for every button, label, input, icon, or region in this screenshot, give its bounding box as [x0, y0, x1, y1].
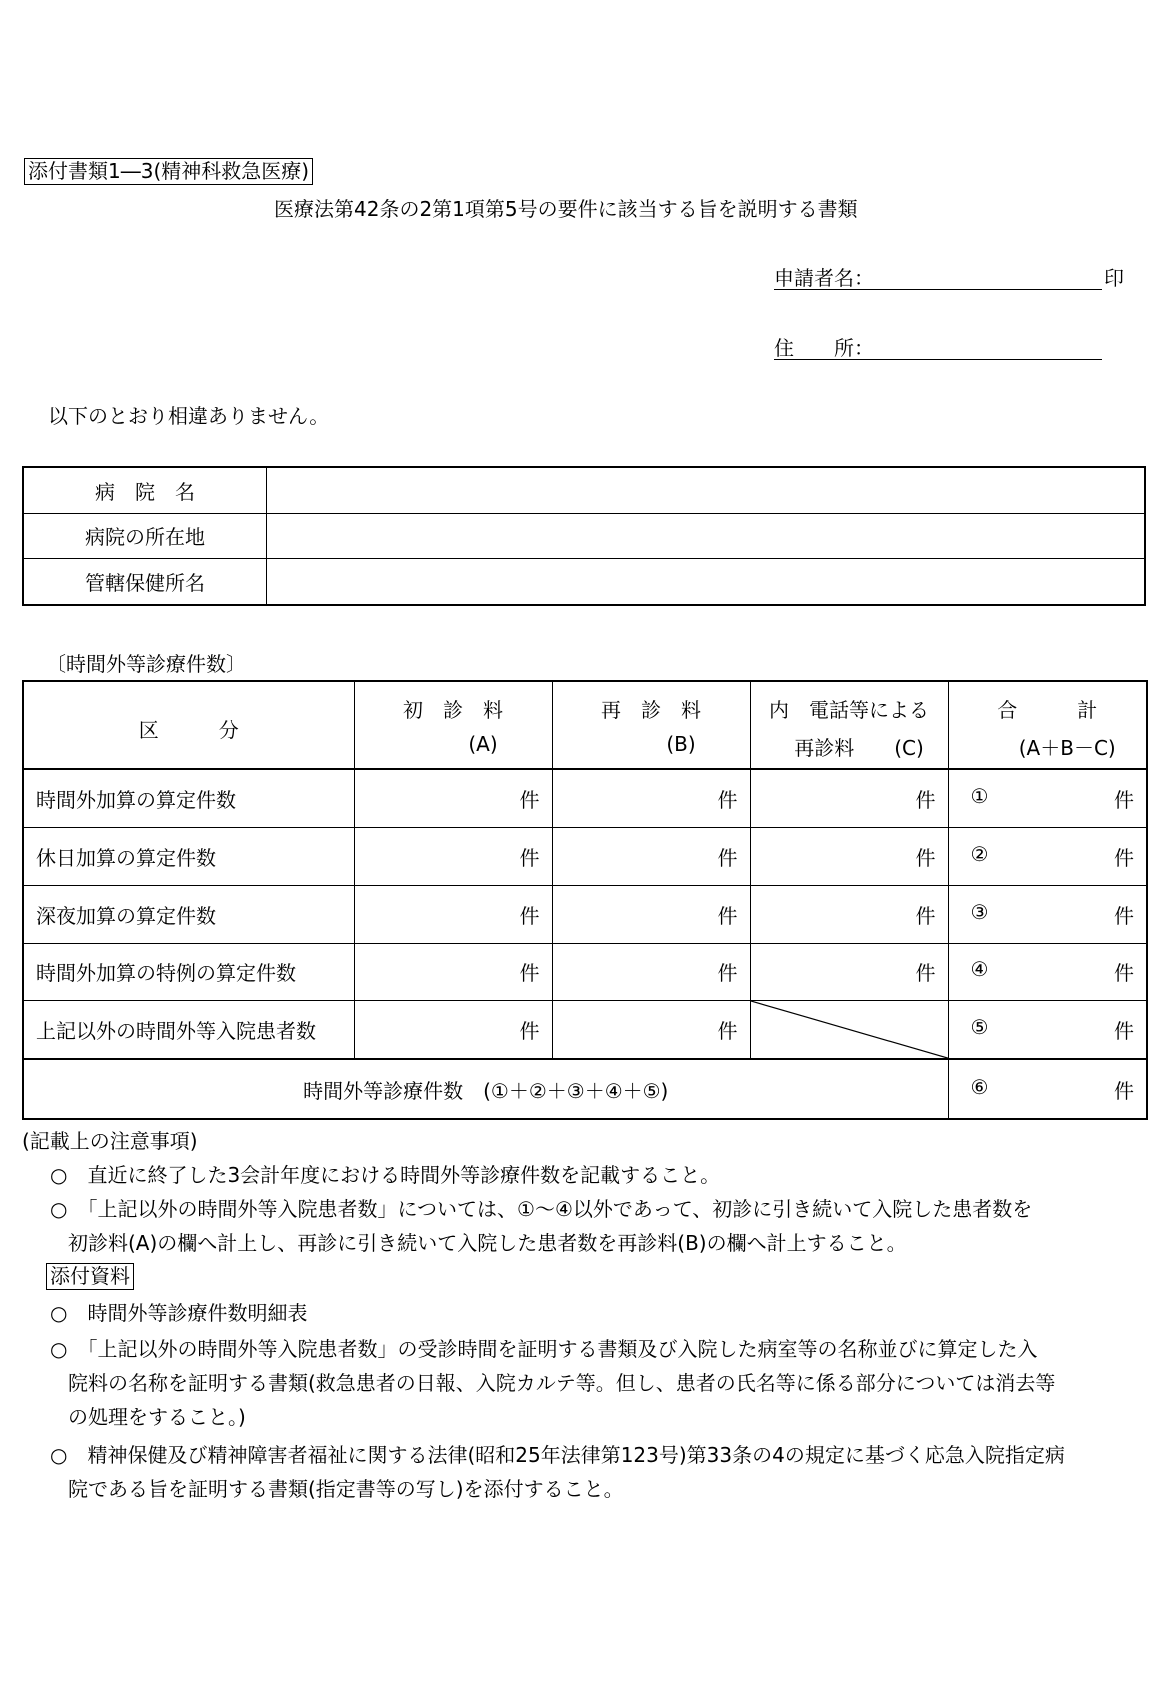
table-row [23, 1001, 1147, 1060]
diagonal-slash [751, 1001, 948, 1058]
not-applicable-cell [750, 1001, 948, 1060]
seal-mark: 印 [1104, 266, 1124, 290]
attachment-item: ○ 「上記以外の時間外等入院患者数」の受診時間を証明する書類及び入院した病室等の名称並びに算定した入 [50, 1337, 1038, 1361]
table-row [23, 943, 1147, 1001]
total-cell: ④ 件 [948, 943, 1147, 1001]
hospital-name-value [267, 467, 1146, 513]
unit-cell: 件 [354, 769, 552, 828]
table-row [23, 467, 1145, 513]
hospital-name-label: 病 院 名 [23, 467, 267, 513]
unit-cell: 件 [552, 828, 750, 886]
total-cell: ③ 件 [948, 885, 1147, 943]
unit-cell: 件 [552, 1001, 750, 1060]
attachment-item-continued: 院である旨を証明する書類(指定書等の写し)を添付すること。 [68, 1477, 624, 1501]
unit-cell: 件 [354, 1001, 552, 1060]
after-hours-count-table [22, 680, 1148, 1120]
unit-cell: 件 [750, 885, 948, 943]
note-item: ○ 直近に終了した3会計年度における時間外等診療件数を記載すること。 [50, 1163, 721, 1187]
health-center-value [267, 559, 1146, 605]
row-label: 時間外加算の特例の算定件数 [23, 943, 354, 1001]
unit-cell: 件 [354, 943, 552, 1001]
unit-cell: 件 [552, 885, 750, 943]
note-item: ○ 「上記以外の時間外等入院患者数」については、①～④以外であって、初診に引き続いて入院した患者数を [50, 1197, 1033, 1221]
total-cell: ⑤ 件 [948, 1001, 1147, 1060]
attachment-item: ○ 精神保健及び精神障害者福祉に関する法律(昭和25年法律第123号)第33条の4の規定に基づく応急入院指定病 [50, 1443, 1065, 1467]
note-item-continued: 初診料(A)の欄へ計上し、再診に引き続いて入院した患者数を再診料(B)の欄へ計上すること。 [68, 1231, 907, 1255]
header-phone-revisit: 内 電話等による 再診料 (C) [750, 681, 948, 769]
table-row [23, 769, 1147, 828]
row-label: 休日加算の算定件数 [23, 828, 354, 886]
hospital-info-table [22, 466, 1146, 606]
table-row [23, 513, 1145, 558]
unit-cell: 件 [750, 943, 948, 1001]
applicant-name-label: 申請者名： [774, 266, 874, 290]
attachments-title: 添付資料 [46, 1263, 134, 1290]
table-row [23, 828, 1147, 886]
hospital-address-value [267, 513, 1146, 558]
table-row [23, 885, 1147, 943]
unit-cell: 件 [552, 769, 750, 828]
unit-cell: 件 [750, 828, 948, 886]
row-label: 上記以外の時間外等入院患者数 [23, 1001, 354, 1060]
attachment-item: ○ 時間外等診療件数明細表 [50, 1301, 308, 1325]
count-section-title: 〔時間外等診療件数〕 [46, 652, 246, 676]
table-header-row [23, 681, 1147, 769]
attachment-item-continued: 院料の名称を証明する書類(救急患者の日報、入院カルテ等。但し、患者の氏名等に係る部分については消去等 [68, 1371, 1056, 1395]
unit-cell: 件 [354, 828, 552, 886]
document-tag: 添付書類1―3(精神科救急医療) [24, 158, 313, 185]
notes-title: (記載上の注意事項) [22, 1129, 198, 1153]
total-cell: ① 件 [948, 769, 1147, 828]
grand-total-row [23, 1059, 1147, 1119]
intro-statement: 以下のとおり相違ありません。 [48, 404, 330, 428]
header-first-visit: 初 診 料 (A) [354, 681, 552, 769]
header-revisit: 再 診 料 (B) [552, 681, 750, 769]
row-label: 深夜加算の算定件数 [23, 885, 354, 943]
address-label: 住 所： [774, 336, 874, 360]
unit-cell: 件 [750, 769, 948, 828]
unit-cell: 件 [552, 943, 750, 1001]
table-row [23, 559, 1145, 605]
total-cell: ② 件 [948, 828, 1147, 886]
applicant-name-field [774, 262, 1102, 290]
document-title: 医療法第42条の2第1項第5号の要件に該当する旨を説明する書類 [274, 197, 858, 221]
unit-cell: 件 [354, 885, 552, 943]
grand-total-label: 時間外等診療件数 (①＋②＋③＋④＋⑤) [23, 1059, 948, 1119]
header-category: 区 分 [23, 681, 354, 769]
grand-total-cell: ⑥ 件 [948, 1059, 1147, 1119]
health-center-label: 管轄保健所名 [23, 559, 267, 605]
row-label: 時間外加算の算定件数 [23, 769, 354, 828]
address-field [774, 332, 1102, 360]
hospital-address-label: 病院の所在地 [23, 513, 267, 558]
header-total: 合 計 (A＋B－C) [948, 681, 1147, 769]
attachment-item-continued: の処理をすること。) [68, 1405, 246, 1429]
